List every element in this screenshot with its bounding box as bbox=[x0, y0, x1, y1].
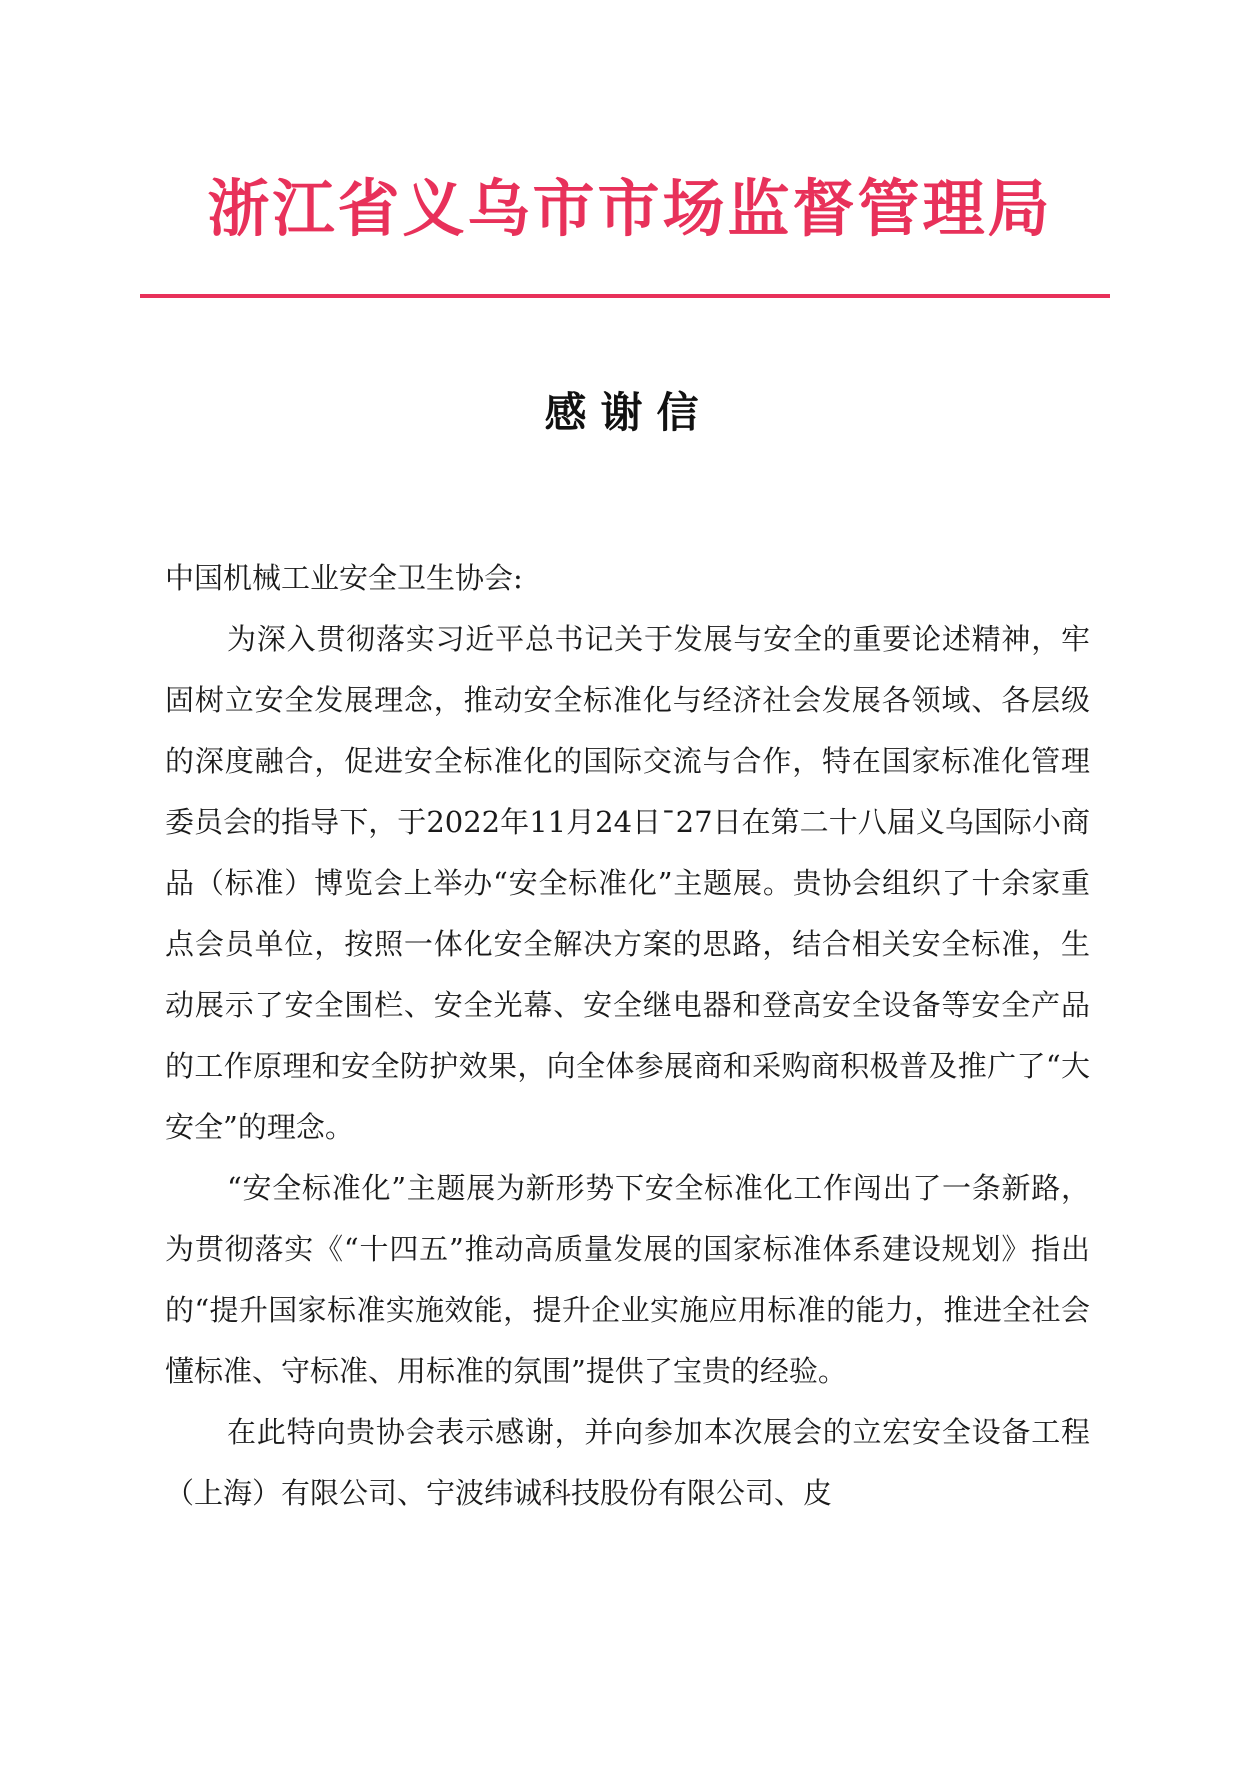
paragraph-3: 在此特向贵协会表示感谢，并向参加本次展会的立宏安全设备工程（上海）有限公司、宁波纬诚科技股份有限公司、皮 bbox=[165, 1415, 1090, 1510]
letterhead-divider bbox=[140, 294, 1110, 298]
letter-body bbox=[165, 548, 1090, 1524]
paragraph-2: “安全标准化”主题展为新形势下安全标准化工作闯出了一条新路，为贯彻落实《“十四五”推动高质量发展的国家标准体系建设规划》指出的“提升国家标准实施效能，提升企业实施应用标准的能力，推进全社会懂标准、守标准、用标准的氛围”提供了宝贵的经验。 bbox=[165, 1171, 1090, 1388]
salutation: 中国机械工业安全卫生协会: bbox=[165, 561, 523, 595]
letterhead-title: 浙江省义乌市市场监督管理局 bbox=[207, 172, 1053, 245]
document-title: 感谢信 bbox=[544, 388, 713, 437]
paragraph-1: 为深入贯彻落实习近平总书记关于发展与安全的重要论述精神，牢固树立安全发展理念，推动安全标准化与经济社会发展各领域、各层级的深度融合，促进安全标准化的国际交流与合作，特在国家标准化管理委员会的指导下，于2022年11月24日¯27日在第二十八届义乌国际小商品（标准）博览会上举办“安全标准化”主题展。贵协会组织了十余家重点会员单位，按照一体化安全解决方案的思路，结合相关安全标准，生动展示了安全围栏、安全光幕、安全继电器和登高安全设备等安全产品的工作原理和安全防护效果，向全体参展商和采购商积极普及推广了“大安全”的理念。 bbox=[165, 622, 1090, 1144]
